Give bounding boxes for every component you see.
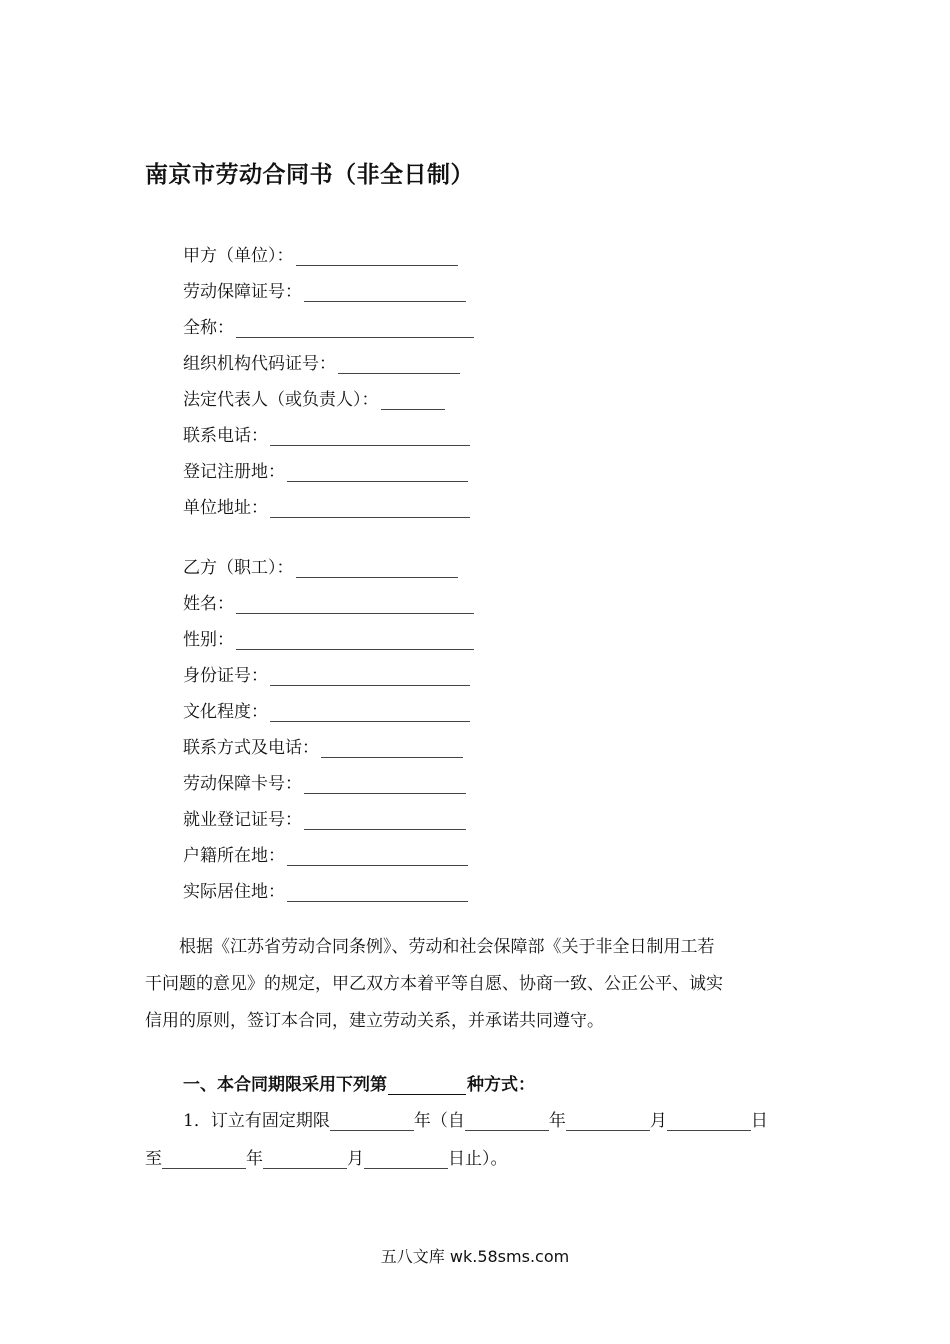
item-text: 年 xyxy=(548,1111,566,1131)
blank-line xyxy=(381,391,445,410)
item-text: 1．订立有固定期限 xyxy=(183,1111,330,1131)
blank-line xyxy=(236,319,474,338)
term-item-1-line-1 xyxy=(183,1106,768,1131)
preamble-line: 干问题的意见》的规定，甲乙双方本着平等自愿、协商一致、公正公平、诚实 xyxy=(145,974,723,994)
employment-reg-field xyxy=(183,800,466,830)
name-field xyxy=(183,584,474,614)
blank-line xyxy=(236,595,474,614)
document-title: 南京市劳动合同书（非全日制） xyxy=(145,162,474,188)
field-label: 联系电话： xyxy=(183,426,268,446)
section-1-heading xyxy=(183,1070,535,1095)
item-text: 日 xyxy=(750,1111,768,1131)
contact-phone-field xyxy=(183,728,463,758)
preamble-line: 根据《江苏省劳动合同条例》、劳动和社会保障部《关于非全日制用工若 xyxy=(145,937,715,957)
field-label: 全称： xyxy=(183,318,234,338)
field-label: 单位地址： xyxy=(183,498,268,518)
field-label: 劳动保障证号： xyxy=(183,282,302,302)
item-text: 年 xyxy=(246,1149,263,1169)
party-b-employee-field xyxy=(183,548,458,578)
blank-line xyxy=(296,247,458,266)
blank-line xyxy=(338,355,460,374)
blank-line xyxy=(270,667,470,686)
blank-line xyxy=(162,1150,246,1169)
education-field xyxy=(183,692,470,722)
preamble-line: 信用的原则，签订本合同，建立劳动关系，并承诺共同遵守。 xyxy=(145,1011,604,1031)
field-label: 甲方（单位）： xyxy=(183,246,294,266)
org-code-field xyxy=(183,344,460,374)
field-label: 实际居住地： xyxy=(183,882,285,902)
field-label: 文化程度： xyxy=(183,702,268,722)
field-label: 联系方式及电话： xyxy=(183,738,319,758)
heading-text: 一、本合同期限采用下列第 xyxy=(183,1075,387,1095)
blank-line xyxy=(287,847,468,866)
item-text: 月 xyxy=(347,1149,364,1169)
blank-line xyxy=(304,811,466,830)
heading-text: 种方式： xyxy=(467,1075,535,1095)
blank-line xyxy=(330,1112,414,1131)
blank-line xyxy=(287,463,468,482)
blank-line xyxy=(388,1076,466,1095)
field-label: 劳动保障卡号： xyxy=(183,774,302,794)
blank-line xyxy=(296,559,458,578)
field-label: 就业登记证号： xyxy=(183,810,302,830)
blank-line xyxy=(270,499,470,518)
blank-line xyxy=(321,739,463,758)
party-a-unit-field xyxy=(183,236,458,266)
field-label: 乙方（职工）： xyxy=(183,558,294,578)
field-label: 性别： xyxy=(183,630,234,650)
item-text: 至 xyxy=(145,1149,162,1169)
blank-line xyxy=(270,703,470,722)
blank-line xyxy=(263,1150,347,1169)
blank-line xyxy=(270,427,470,446)
blank-line xyxy=(304,775,466,794)
household-reg-field xyxy=(183,836,468,866)
field-label: 户籍所在地： xyxy=(183,846,285,866)
field-label: 姓名： xyxy=(183,594,234,614)
legal-rep-field xyxy=(183,380,445,410)
blank-line xyxy=(465,1112,549,1131)
term-item-1-line-2 xyxy=(145,1144,508,1169)
footer-watermark: 五八文库 wk.58sms.com xyxy=(380,1247,570,1266)
item-text: 日止）。 xyxy=(448,1149,508,1169)
field-label: 身份证号： xyxy=(183,666,268,686)
gender-field xyxy=(183,620,474,650)
item-text: 年（自 xyxy=(413,1111,465,1131)
blank-line xyxy=(667,1112,751,1131)
preamble-paragraph xyxy=(145,929,805,1040)
full-name-field xyxy=(183,308,474,338)
id-number-field xyxy=(183,656,470,686)
unit-address-field xyxy=(183,488,470,518)
field-label: 法定代表人（或负责人）： xyxy=(183,390,379,410)
party-a-phone-field xyxy=(183,416,470,446)
field-label: 登记注册地： xyxy=(183,462,285,482)
labor-security-cert-field xyxy=(183,272,466,302)
residence-field xyxy=(183,872,468,902)
labor-security-card-field xyxy=(183,764,466,794)
field-label: 组织机构代码证号： xyxy=(183,354,336,374)
blank-line xyxy=(287,883,468,902)
blank-line xyxy=(566,1112,650,1131)
blank-line xyxy=(236,631,474,650)
blank-line xyxy=(304,283,466,302)
registration-place-field xyxy=(183,452,468,482)
item-text: 月 xyxy=(649,1111,667,1131)
blank-line xyxy=(364,1150,448,1169)
